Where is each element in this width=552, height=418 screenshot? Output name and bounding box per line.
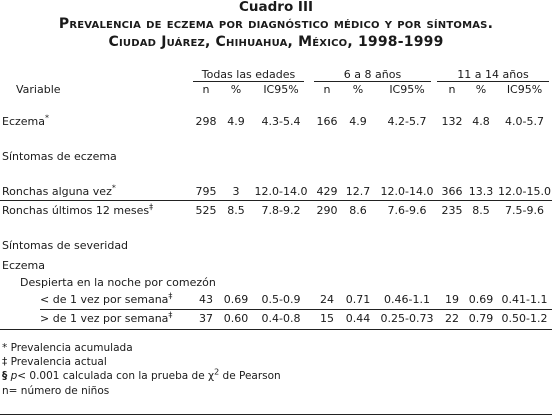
header-n: n xyxy=(448,83,456,96)
table-cell: 4.2-5.7 xyxy=(387,115,427,128)
table-cell: 0.79 xyxy=(468,312,494,325)
header-pct: % xyxy=(352,83,364,96)
table-cell: 7.8-9.2 xyxy=(261,204,301,217)
table-cell: 298 xyxy=(195,115,217,128)
group-header-6-8: 6 a 8 años xyxy=(343,68,402,81)
group-rule-6-8 xyxy=(314,81,431,82)
table-cell: 12.0-14.0 xyxy=(254,185,308,198)
table-title: Prevalencia de eczema por diagnóstico médico y por síntomas. xyxy=(58,16,494,32)
table-cell: 37 xyxy=(199,312,213,325)
table-cell: 0.69 xyxy=(223,293,249,306)
row-label-mas-1-vez: > de 1 vez por semana‡ xyxy=(40,310,173,325)
group-rule-all xyxy=(193,81,304,82)
table-cell: 525 xyxy=(195,204,217,217)
table-cell: 429 xyxy=(316,185,338,198)
table-cell: 4.9 xyxy=(349,115,367,128)
table-cell: 43 xyxy=(199,293,213,306)
row-label-ronchas-12-meses: Ronchas últimos 12 meses‡ xyxy=(2,202,154,217)
table-subtitle: Ciudad Juárez, Chihuahua, México, 1998-1999 xyxy=(108,34,444,50)
table-cell: 235 xyxy=(441,204,463,217)
table-cell: 7.6-9.6 xyxy=(387,204,427,217)
table-cell: 12.0-14.0 xyxy=(380,185,434,198)
table-cell: 166 xyxy=(316,115,338,128)
header-pct: % xyxy=(475,83,487,96)
table-cell: 0.50-1.2 xyxy=(501,312,548,325)
table-cell: 0.25-0.73 xyxy=(380,312,434,325)
group-rule-11-14 xyxy=(437,81,549,82)
table-cell: 795 xyxy=(195,185,217,198)
footnote-actual: ‡ Prevalencia actual xyxy=(2,356,107,368)
table-cell: 12.7 xyxy=(345,185,371,198)
table-cell: 22 xyxy=(445,312,459,325)
table-cell: 19 xyxy=(445,293,459,306)
header-n: n xyxy=(323,83,331,96)
table-cell: 0.41-1.1 xyxy=(501,293,548,306)
section-label-despierta: Despierta en la noche por comezón xyxy=(20,276,216,289)
table-cell: 12.0-15.0 xyxy=(498,185,551,198)
table-cell: 290 xyxy=(316,204,338,217)
table-label: Cuadro III xyxy=(239,0,313,15)
table-cell: 0.69 xyxy=(468,293,494,306)
table-cell: 24 xyxy=(320,293,334,306)
table-cell: 8.5 xyxy=(472,204,490,217)
row-label-ronchas-alguna-vez: Ronchas alguna vez* xyxy=(2,183,116,198)
table-cell: 0.4-0.8 xyxy=(261,312,301,325)
table-cell: 0.46-1.1 xyxy=(384,293,430,306)
table-cell: 7.5-9.6 xyxy=(505,204,544,217)
row-label-eczema: Eczema* xyxy=(2,113,49,128)
header-n: n xyxy=(202,83,210,96)
table-cell: 0.60 xyxy=(223,312,249,325)
header-pct: % xyxy=(230,83,242,96)
section-label-eczema: Eczema xyxy=(2,259,45,272)
table-cell: 15 xyxy=(320,312,334,325)
footnote-p-value: § p< 0.001 calculada con la prueba de $\chi^2$ de Pearson xyxy=(2,367,281,382)
header-ic95: IC95% xyxy=(389,83,425,96)
table-cell: 366 xyxy=(441,185,463,198)
table-cell: 8.5 xyxy=(227,204,245,217)
section-label-sintomas-eczema: Síntomas de eczema xyxy=(2,150,117,163)
table-cell: 4.3-5.4 xyxy=(261,115,301,128)
table-cell: 0.71 xyxy=(345,293,371,306)
table-cell: 4.9 xyxy=(227,115,245,128)
row-divider xyxy=(0,200,552,201)
table-cell: 4.8 xyxy=(472,115,490,128)
footnote-acumulada: * Prevalencia acumulada xyxy=(2,342,133,354)
group-header-all: Todas las edades xyxy=(201,68,296,81)
header-variable: Variable xyxy=(16,83,61,96)
table-cell: 8.6 xyxy=(349,204,367,217)
footnote-n: n= número de niños xyxy=(2,385,110,397)
header-ic95: IC95% xyxy=(263,83,299,96)
row-divider xyxy=(40,309,552,310)
table-cell: 13.3 xyxy=(468,185,494,198)
table-bottom-rule xyxy=(0,329,552,330)
table-cell: 3 xyxy=(232,185,240,198)
table-cell: 0.44 xyxy=(345,312,371,325)
table-cell: 4.0-5.7 xyxy=(505,115,544,128)
section-label-sintomas-severidad: Síntomas de severidad xyxy=(2,239,129,252)
page-bottom-rule xyxy=(0,414,552,415)
table-cell: 132 xyxy=(441,115,463,128)
group-header-11-14: 11 a 14 años xyxy=(457,68,529,81)
table-cell: 0.5-0.9 xyxy=(261,293,301,306)
header-ic95: IC95% xyxy=(506,83,543,96)
row-label-menos-1-vez: < de 1 vez por semana‡ xyxy=(40,291,173,306)
